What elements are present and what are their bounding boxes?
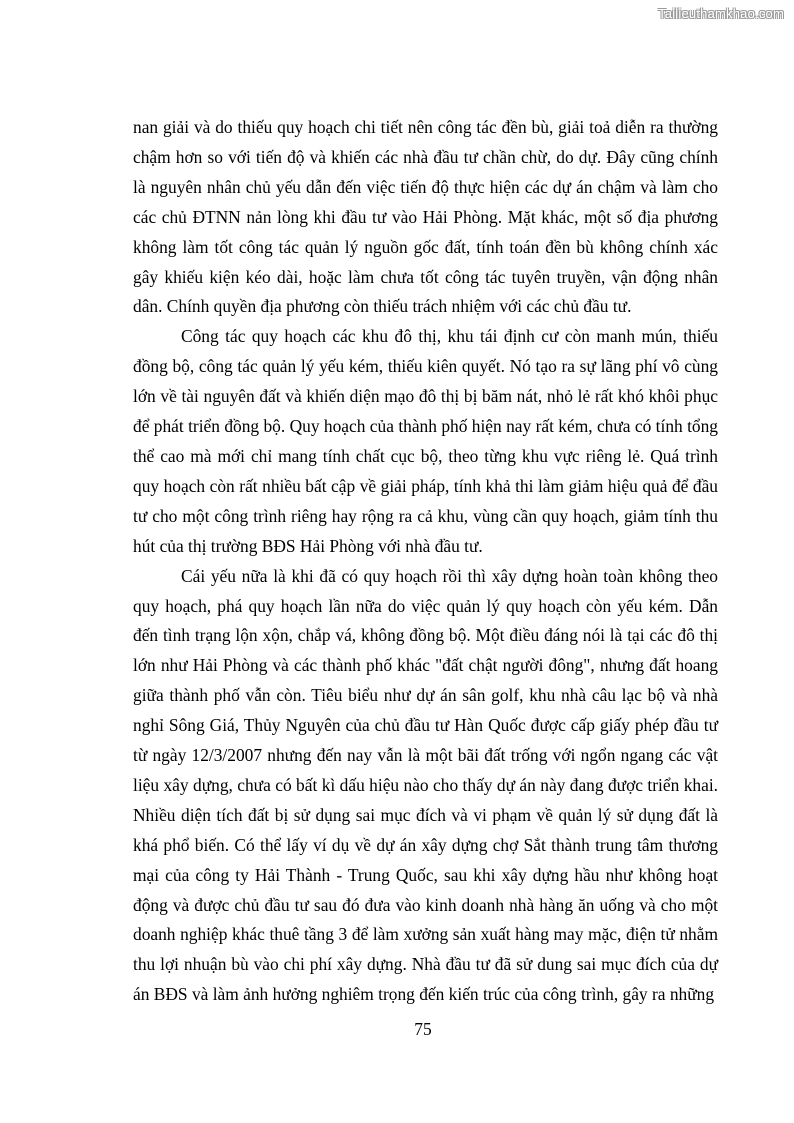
document-body: [133, 113, 718, 1010]
page-number: 75: [414, 1019, 432, 1039]
paragraph-2: Công tác quy hoạch các khu đô thị, khu tái định cư còn manh mún, thiếu đồng bộ, công tác quản lý yếu kém, thiếu kiên quyết. Nó tạo ra sự lãng phí vô cùng lớn về tài nguyên đất và khiến diện mạo đô thị bị băm nát, nhỏ lẻ rất khó khôi phục để phát triển đồng bộ. Quy hoạch của thành phố hiện nay rất kém, chưa có tính tổng thể cao mà mới chỉ mang tính chất cục bộ, theo từng khu vực riêng lẻ. Quá trình quy hoạch còn rất nhiều bất cập về giải pháp, tính khả thi làm giảm hiệu quả để đầu tư cho một công trình riêng hay rộng ra cả khu, vùng cần quy hoạch, giảm tính thu hút của thị trường BĐS Hải Phòng với nhà đầu tư.: [133, 326, 718, 556]
watermark: Tailieuthamkhao.com: [658, 6, 784, 21]
paragraph-1: nan giải và do thiếu quy hoạch chi tiết nên công tác đền bù, giải toả diễn ra thường chậm hơn so với tiến độ và khiến các nhà đầu tư chần chừ, do dự. Đây cũng chính là nguyên nhân chủ yếu dẫn đến việc tiến độ thực hiện các dự án chậm và làm cho các chủ ĐTNN nản lòng khi đầu tư vào Hải Phòng. Mặt khác, một số địa phương không làm tốt công tác quản lý nguồn gốc đất, tính toán đền bù không chính xác gây khiếu kiện kéo dài, hoặc làm chưa tốt công tác tuyên truyền, vận động nhân dân. Chính quyền địa phương còn thiếu trách nhiệm với các chủ đầu tư.: [133, 117, 718, 317]
paragraph-3: Cái yếu nữa là khi đã có quy hoạch rồi thì xây dựng hoàn toàn không theo quy hoạch, phá quy hoạch lần nữa do việc quản lý quy hoạch còn yếu kém. Dẫn đến tình trạng lộn xộn, chắp vá, không đồng bộ. Một điều đáng nói là tại các đô thị lớn như Hải Phòng và các thành phố khác "đất chật người đông", nhưng đất hoang giữa thành phố vẫn còn. Tiêu biểu như dự án sân golf, khu nhà câu lạc bộ và nhà nghỉ Sông Giá, Thủy Nguyên của chủ đầu tư Hàn Quốc được cấp giấy phép đầu tư từ ngày 12/3/2007 nhưng đến nay vẫn là một bãi đất trống với ngổn ngang các vật liệu xây dựng, chưa có bất kì dấu hiệu nào cho thấy dự án này đang được triển khai. Nhiều diện tích đất bị sử dụng sai mục đích và vi phạm về quản lý sử dụng đất là khá phổ biến. Có thể lấy ví dụ về dự án xây dựng chợ Sắt thành trung tâm thương mại của công ty Hải Thành - Trung Quốc, sau khi xây dựng hầu như không hoạt động và được chủ đầu tư sau đó đưa vào kinh doanh nhà hàng ăn uống và cho một doanh nghiệp khác thuê tầng 3 để làm xưởng sản xuất hàng may mặc, điện tử nhằm thu lợi nhuận bù vào chi phí xây dựng. Nhà đầu tư đã sử dung sai mục đích của dự án BĐS và làm ảnh hưởng nghiêm trọng đến kiến trúc của công trình, gây ra những: [133, 565, 718, 1005]
